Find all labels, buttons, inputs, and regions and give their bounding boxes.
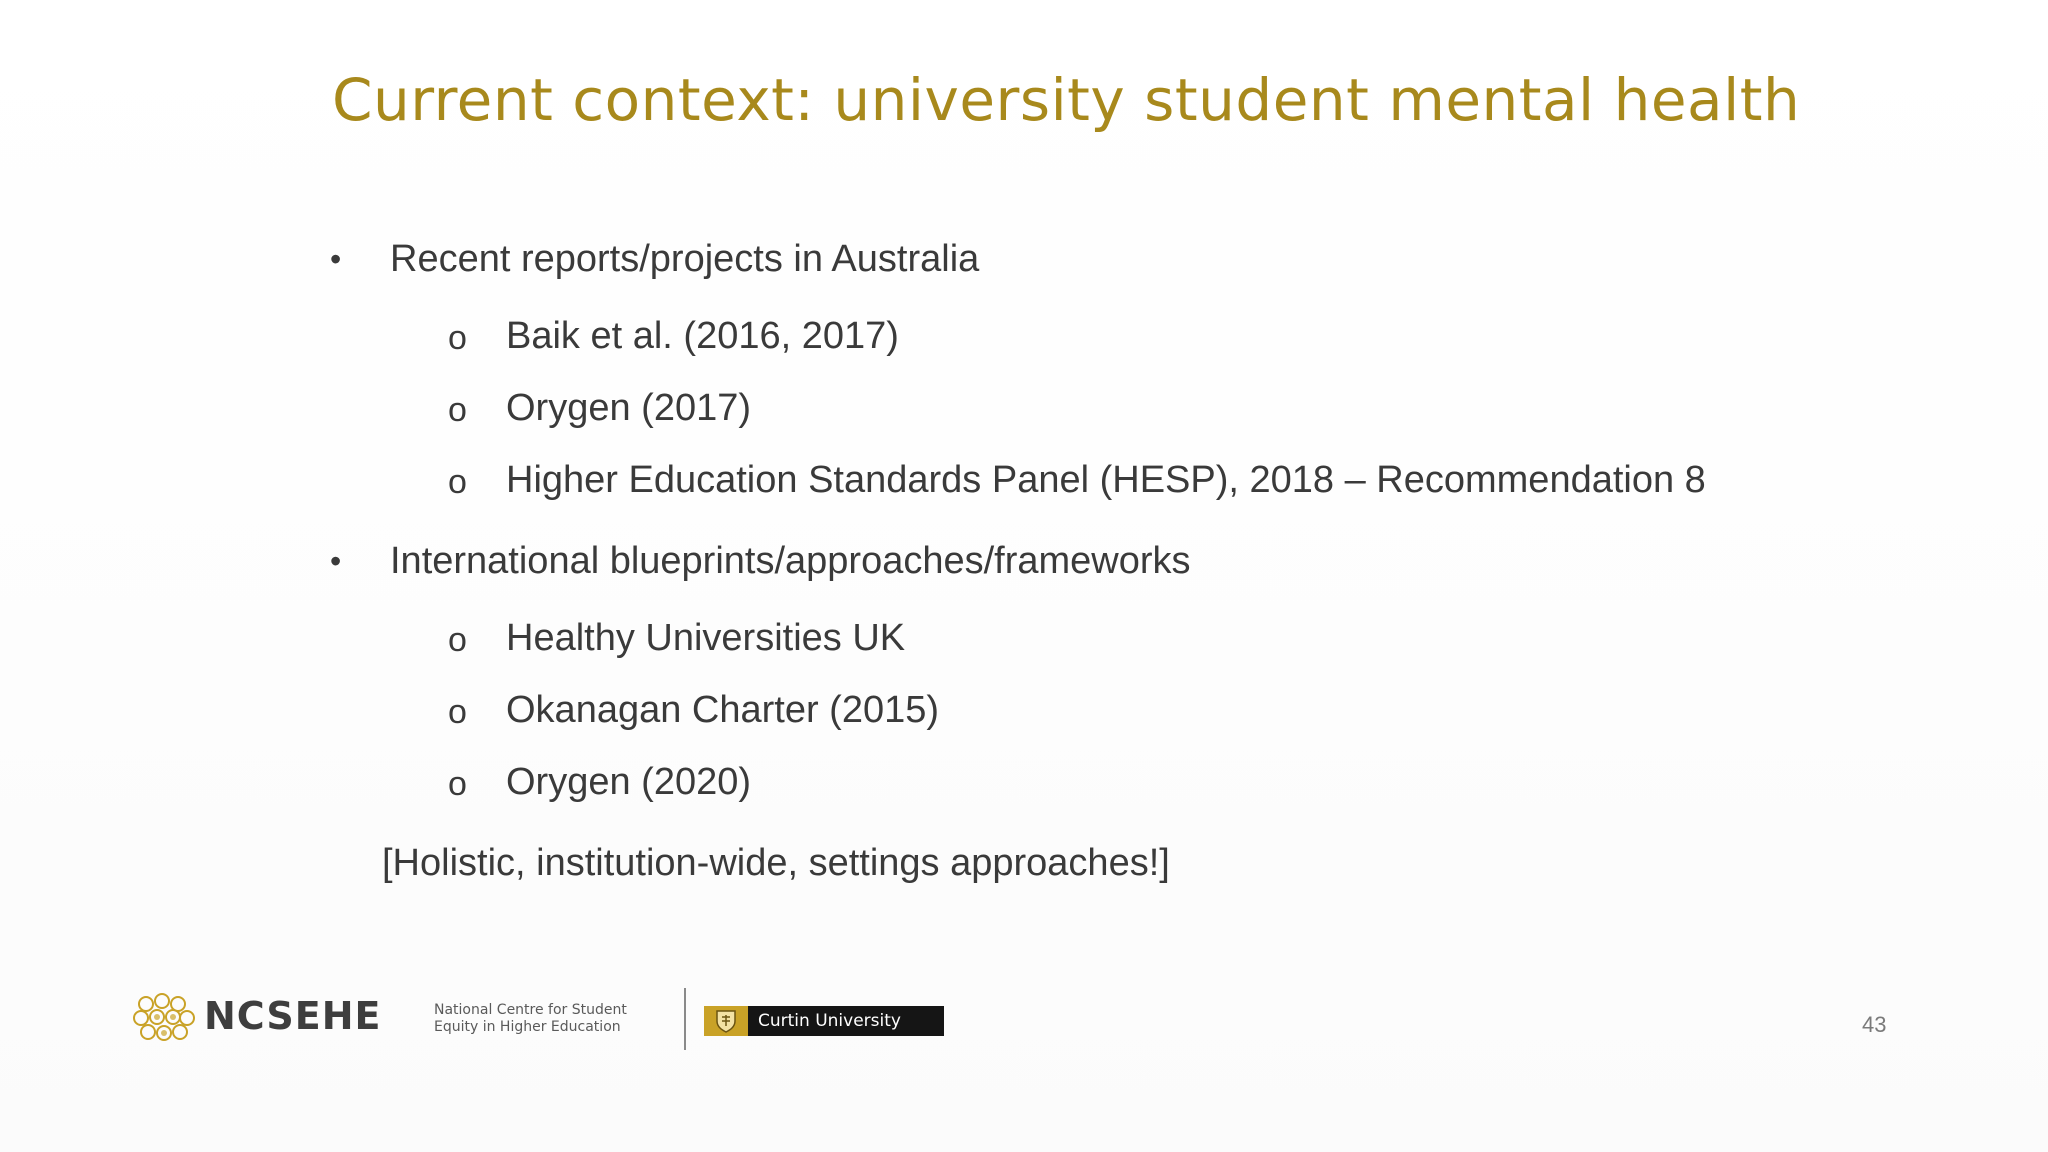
- bullet-item: [330, 228, 1890, 290]
- curtin-name: Curtin University: [758, 1011, 901, 1031]
- sub-bullet-item: [330, 746, 1890, 818]
- ncsehe-logo-icon: [132, 992, 196, 1044]
- sub-bullet-marker: o: [448, 319, 467, 357]
- sub-bullet-text: Okanagan Charter (2015): [506, 689, 940, 731]
- ncsehe-fullname-line1: National Centre for Student: [434, 1002, 627, 1018]
- slide-note: [Holistic, institution-wide, settings approaches!]: [382, 842, 1170, 884]
- bullet-text: Recent reports/projects in Australia: [390, 238, 980, 280]
- ncsehe-fullname: [434, 1002, 627, 1036]
- sub-bullet-text: Orygen (2020): [506, 761, 752, 803]
- footer-logos: [132, 990, 952, 1050]
- slide-content: [330, 228, 1890, 894]
- curtin-shield-icon: [704, 1006, 748, 1036]
- slide-title: Current context: university student mental health: [332, 66, 1801, 134]
- sub-bullet-marker: o: [448, 765, 467, 803]
- sub-bullet-text: Healthy Universities UK: [506, 617, 906, 659]
- sub-list: [330, 300, 1890, 516]
- sub-bullet-item: [330, 602, 1890, 674]
- sub-bullet-marker: o: [448, 621, 467, 659]
- sub-bullet-item: [330, 444, 1890, 516]
- sub-bullet-item: [330, 674, 1890, 746]
- ncsehe-wordmark: NCSEHE: [204, 994, 382, 1038]
- sub-bullet-item: [330, 300, 1890, 372]
- sub-bullet-text: Baik et al. (2016, 2017): [506, 315, 899, 357]
- sub-list: [330, 602, 1890, 818]
- ncsehe-fullname-line2: Equity in Higher Education: [434, 1019, 621, 1035]
- sub-bullet-marker: o: [448, 391, 467, 429]
- page-number: 43: [1862, 1012, 1887, 1037]
- bullet-dot: •: [330, 543, 342, 579]
- sub-bullet-text: Higher Education Standards Panel (HESP), 2018 – Recommendation 8: [506, 459, 1706, 501]
- sub-bullet-marker: o: [448, 693, 467, 731]
- sub-bullet-text: Orygen (2017): [506, 387, 752, 429]
- sub-bullet-marker: o: [448, 463, 467, 501]
- bullet-text: International blueprints/approaches/frameworks: [390, 540, 1191, 582]
- logo-divider: [684, 988, 686, 1050]
- bullet-dot: •: [330, 241, 342, 277]
- curtin-logo: [704, 1006, 944, 1036]
- bullet-item: [330, 530, 1890, 592]
- sub-bullet-item: [330, 372, 1890, 444]
